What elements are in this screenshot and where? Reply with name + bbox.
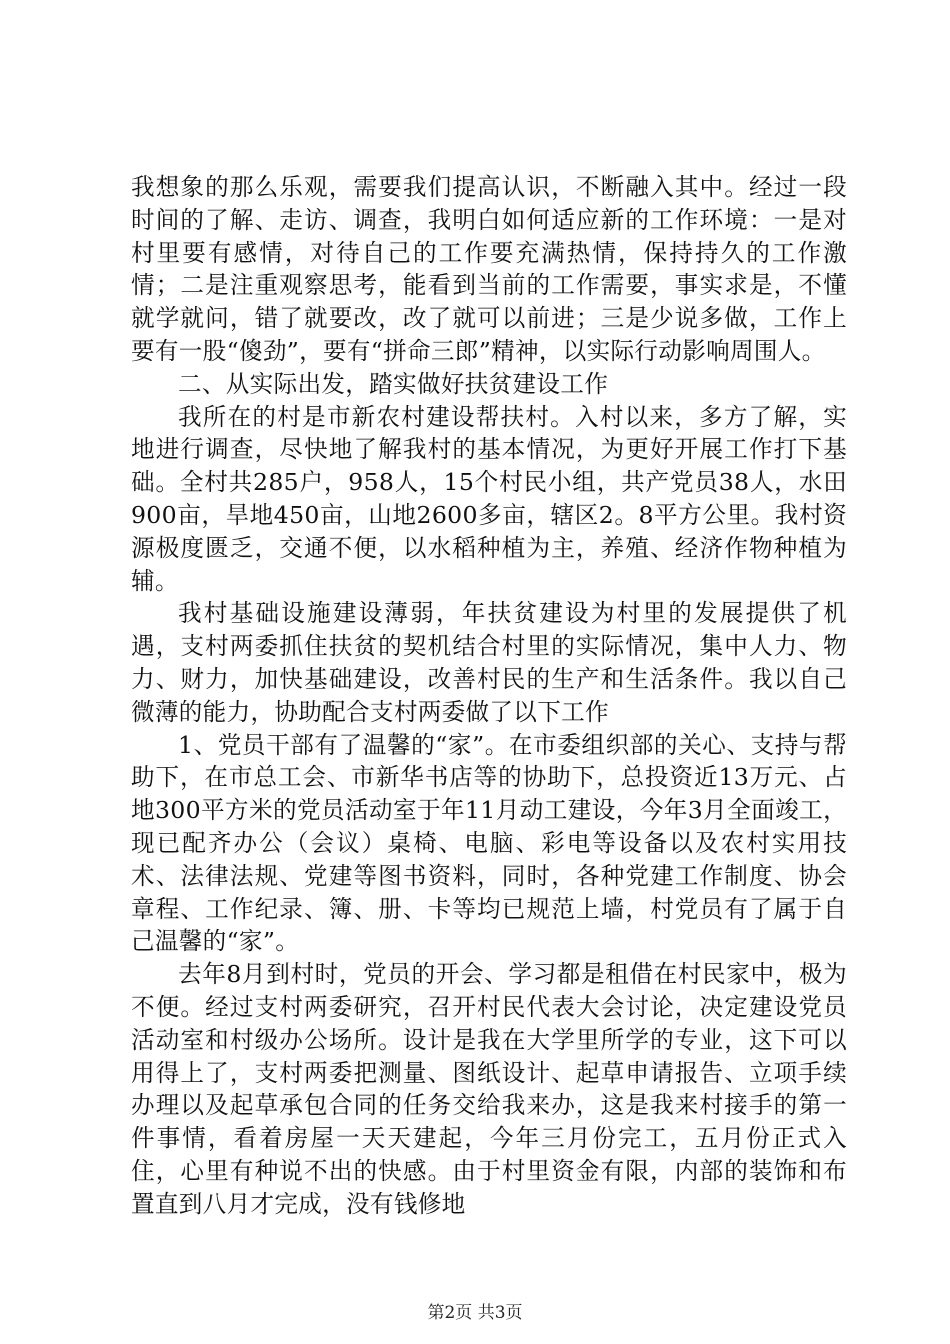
- page-footer: 第2页 共3页: [427, 1303, 523, 1323]
- paragraph-continuation: 我想象的那么乐观，需要我们提高认识，不断融入其中。经过一段时间的了解、走访、调查，我明白如何适应新的工作环境：一是对村里要有感情，对待自己的工作要充满热情，保持持久的工作激情；二是注重观察思考，能看到当前的工作需要，事实求是，不懂就学就问，错了就要改，改了就可以前进；三是少说多做，工作上要有一股“傻劲”，要有“拼命三郎”精神，以实际行动影响周围人。: [131, 173, 847, 365]
- paragraph-last-august: 去年8月到村时，党员的开会、学习都是租借在村民家中，极为不便。经过支村两委研究，召开村民代表大会讨论，决定建设党员活动室和村级办公场所。设计是我在大学里所学的专业，这下可以用得上了，支村两委把测量、图纸设计、起草申请报告、立项手续办理以及起草承包合同的任务交给我来办，这是我来村接手的第一件事情，看着房屋一天天建起，今年三月份完工，五月份正式入住，心里有种说不出的快感。由于村里资金有限，内部的装饰和布置直到八月才完成，没有钱修地: [131, 960, 847, 1218]
- paragraph-item-1: 1、党员干部有了温馨的“家”。在市委组织部的关心、支持与帮助下，在市总工会、市新华书店等的协助下，总投资近13万元、占地300平方米的党员活动室于年11月动工建设，今年3月全面竣工，现已配齐办公（会议）桌椅、电脑、彩电等设备以及农村实用技术、法律法规、党建等图书资料，同时，各种党建工作制度、协会章程、工作纪录、簿、册、卡等均已规范上墙，村党员有了属于自己温馨的“家”。: [131, 730, 847, 956]
- document-body: [131, 171, 847, 1221]
- paragraph-village-overview: 我所在的村是市新农村建设帮扶村。入村以来，多方了解，实地进行调查，尽快地了解我村的基本情况，为更好开展工作打下基础。全村共285户，958人，15个村民小组，共产党员38人，水田900亩，旱地450亩，山地2600多亩，辖区2。8平方公里。我村资源极度匮乏，交通不便，以水稻种植为主，养殖、经济作物种植为辅。: [131, 402, 847, 595]
- section-heading: 二、从实际出发，踏实做好扶贫建设工作: [178, 369, 609, 398]
- paragraph-infrastructure: 我村基础设施建设薄弱，年扶贫建设为村里的发展提供了机遇，支村两委抓住扶贫的契机结合村里的实际情况，集中人力、物力、财力，加快基础建设，改善村民的生产和生活条件。我以自己微薄的能力，协助配合支村两委做了以下工作: [131, 599, 847, 726]
